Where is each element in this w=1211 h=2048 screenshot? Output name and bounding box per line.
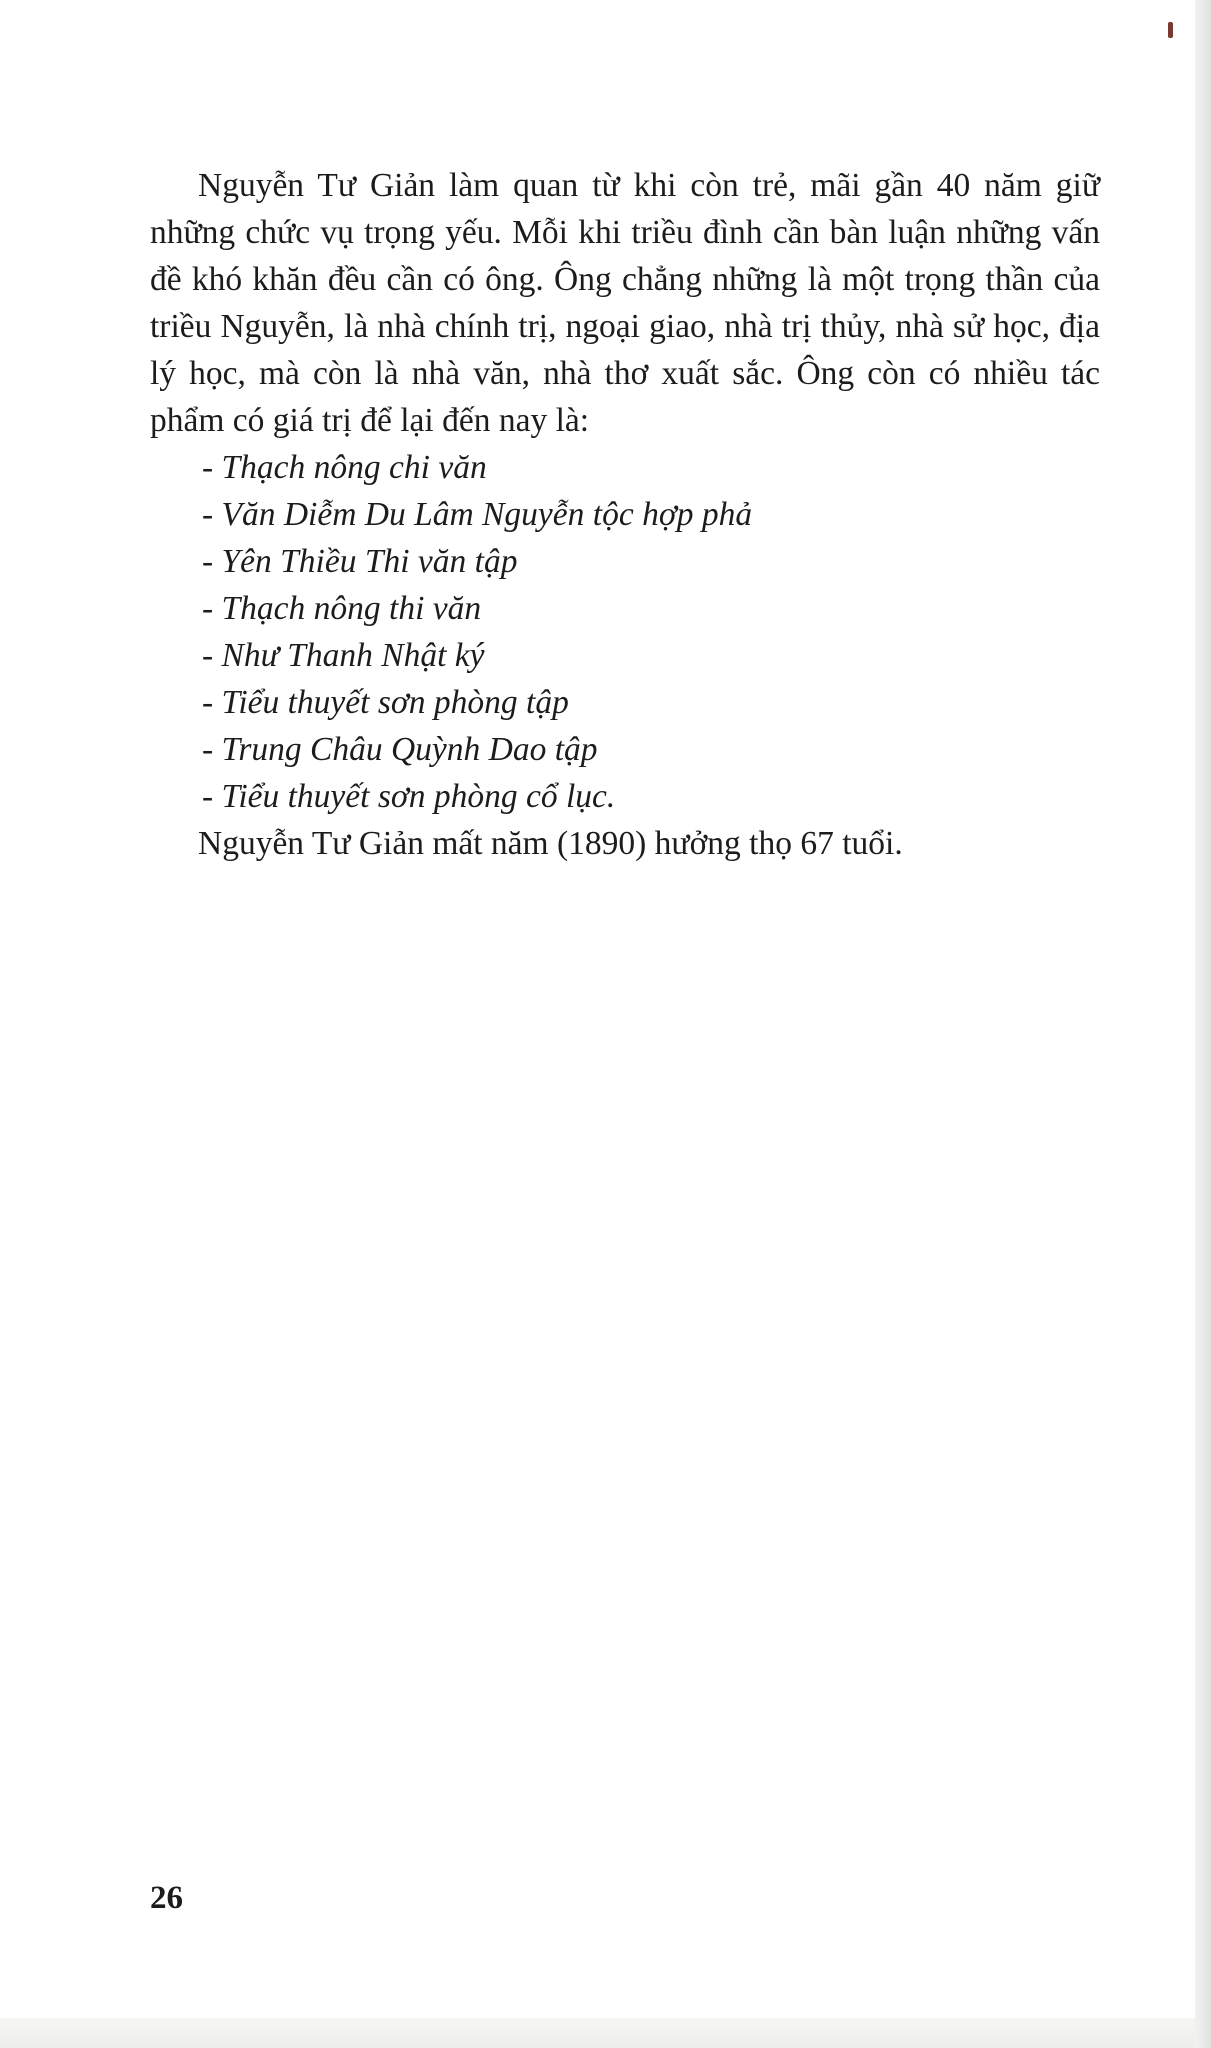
works-list	[150, 444, 1100, 820]
works-list-item: - Tiểu thuyết sơn phòng tập	[202, 684, 569, 721]
closing-sentence: Nguyễn Tư Giản mất năm (1890) hưởng thọ 67 tuổi.	[198, 825, 903, 862]
body-paragraph: Nguyễn Tư Giản làm quan từ khi còn trẻ, mãi gần 40 năm giữ những chức vụ trọng yếu. Mỗi khi triều đình cần bàn luận những vấn đề khó khăn đều cần có ông. Ông chẳng những là một trọng thần của triều Nguyễn, là nhà chính trị, ngoại giao, nhà trị thủy, nhà sử học, địa lý học, mà còn là nhà văn, nhà thơ xuất sắc. Ông còn có nhiều tác phẩm có giá trị để lại đến nay là:	[150, 167, 1100, 439]
page-edge-shadow	[1195, 0, 1211, 2048]
top-edge-mark	[1168, 22, 1173, 38]
works-list-item: - Yên Thiều Thi văn tập	[202, 543, 518, 580]
works-list-item: - Trung Châu Quỳnh Dao tập	[202, 731, 598, 768]
page-content	[150, 162, 1100, 867]
works-list-item: - Văn Diễm Du Lâm Nguyễn tộc hợp phả	[202, 496, 753, 533]
works-list-item: - Thạch nông chi văn	[202, 449, 487, 486]
works-list-item: - Thạch nông thi văn	[202, 590, 482, 627]
page-number: 26	[150, 1880, 183, 1916]
works-list-item: - Như Thanh Nhật ký	[202, 637, 485, 674]
works-list-item: - Tiểu thuyết sơn phòng cổ lục.	[202, 778, 616, 815]
page-bottom-edge	[0, 2018, 1195, 2048]
